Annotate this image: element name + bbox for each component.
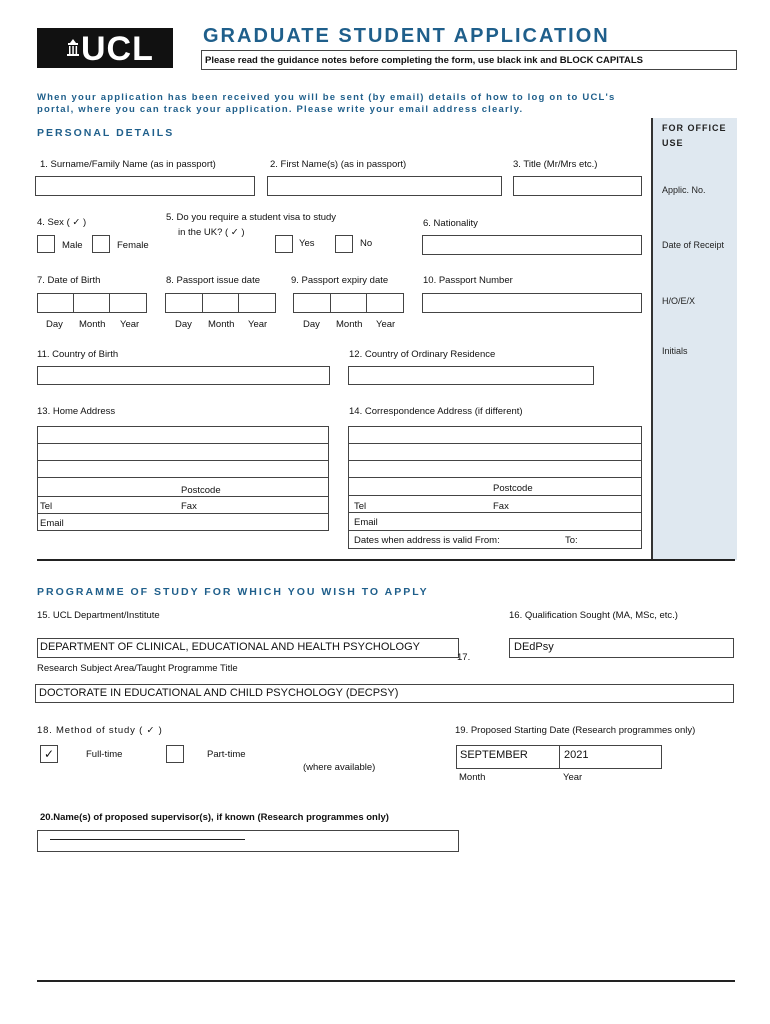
office-title-2: USE bbox=[662, 138, 684, 148]
passport-number-field[interactable] bbox=[422, 293, 642, 313]
section-divider bbox=[37, 559, 735, 561]
q3-label: 3. Title (Mr/Mrs etc.) bbox=[513, 159, 598, 170]
issue-day-field[interactable] bbox=[165, 293, 203, 313]
start-month-label: Month bbox=[459, 772, 486, 783]
office-hoex: H/O/E/X bbox=[662, 296, 696, 306]
issue-year-field[interactable] bbox=[238, 293, 276, 313]
q4-label: 4. Sex ( ✓ ) bbox=[37, 217, 87, 228]
dob-day-field[interactable] bbox=[37, 293, 74, 313]
surname-field[interactable] bbox=[35, 176, 255, 196]
q9-label: 9. Passport expiry date bbox=[291, 275, 389, 286]
home-tel-label: Tel bbox=[40, 501, 53, 512]
guidance-text: Please read the guidance notes before completing the form, use black ink and BLOCK CAPITALS bbox=[205, 55, 643, 66]
where-available-label: (where available) bbox=[303, 762, 376, 773]
dob-month-label: Month bbox=[79, 319, 106, 330]
dob-year-label: Year bbox=[120, 319, 140, 330]
expiry-day-field[interactable] bbox=[293, 293, 331, 313]
parttime-checkbox[interactable] bbox=[166, 745, 184, 763]
corr-postcode-label: Postcode bbox=[493, 483, 533, 494]
ucl-logo bbox=[37, 28, 173, 68]
notice-line-2: portal, where you can track your application. Please write your email address clearly. bbox=[37, 104, 524, 115]
expiry-day-label: Day bbox=[303, 319, 320, 330]
dob-month-field[interactable] bbox=[73, 293, 110, 313]
q2-label: 2. First Name(s) (as in passport) bbox=[270, 159, 407, 170]
q6-label: 6. Nationality bbox=[423, 218, 478, 229]
corr-address-line-3[interactable] bbox=[348, 460, 642, 478]
expiry-month-label: Month bbox=[336, 319, 363, 330]
office-initials: Initials bbox=[662, 346, 688, 356]
home-address-line-3[interactable] bbox=[37, 460, 329, 478]
supervisor-field[interactable] bbox=[37, 830, 459, 852]
corr-tel-label: Tel bbox=[354, 501, 367, 512]
q14-label: 14. Correspondence Address (if different) bbox=[349, 406, 523, 417]
office-applic-no: Applic. No. bbox=[662, 185, 706, 195]
office-title-1: FOR OFFICE bbox=[662, 123, 727, 133]
q13-label: 13. Home Address bbox=[37, 406, 116, 417]
visa-yes-checkbox[interactable] bbox=[275, 235, 293, 253]
home-address-line-2[interactable] bbox=[37, 443, 329, 461]
q8-label: 8. Passport issue date bbox=[166, 275, 260, 286]
start-year-value: 2021 bbox=[564, 749, 589, 761]
q5-label-line1: 5. Do you require a student visa to study bbox=[166, 212, 337, 223]
research-area-label: Research Subject Area/Taught Programme Title bbox=[37, 663, 238, 674]
issue-month-label: Month bbox=[208, 319, 235, 330]
q11-label: 11. Country of Birth bbox=[37, 349, 119, 360]
start-year-label: Year bbox=[563, 772, 583, 783]
visa-no-checkbox[interactable] bbox=[335, 235, 353, 253]
home-email-label: Email bbox=[40, 518, 64, 529]
q17-label: 17. bbox=[457, 652, 471, 663]
qualification-value: DEdPsy bbox=[514, 641, 554, 653]
q16-label: 16. Qualification Sought (MA, MSc, etc.) bbox=[509, 610, 678, 621]
corr-address-line-2[interactable] bbox=[348, 443, 642, 461]
corr-email-label: Email bbox=[354, 517, 378, 528]
no-label: No bbox=[360, 238, 373, 249]
parttime-label: Part-time bbox=[207, 749, 246, 760]
issue-day-label: Day bbox=[175, 319, 192, 330]
title-field[interactable] bbox=[513, 176, 642, 196]
office-use-panel bbox=[651, 118, 737, 560]
dob-day-label: Day bbox=[46, 319, 63, 330]
sex-male-checkbox[interactable] bbox=[37, 235, 55, 253]
first-name-field[interactable] bbox=[267, 176, 502, 196]
personal-details-heading: PERSONAL DETAILS bbox=[37, 127, 175, 139]
form-title: GRADUATE STUDENT APPLICATION bbox=[203, 25, 610, 47]
dob-year-field[interactable] bbox=[109, 293, 147, 313]
q12-label: 12. Country of Ordinary Residence bbox=[349, 349, 496, 360]
logo-text: UCL bbox=[81, 30, 154, 68]
corr-fax-label: Fax bbox=[493, 501, 509, 512]
yes-label: Yes bbox=[299, 238, 315, 249]
dates-valid-label: Dates when address is valid From: bbox=[354, 535, 500, 546]
country-of-birth-field[interactable] bbox=[37, 366, 330, 385]
bottom-rule bbox=[37, 980, 735, 982]
office-date-receipt: Date of Receipt bbox=[662, 240, 725, 250]
programme-title-value: DOCTORATE IN EDUCATIONAL AND CHILD PSYCHOLOGY (DECPSY) bbox=[39, 687, 399, 699]
issue-year-label: Year bbox=[248, 319, 268, 330]
fulltime-label: Full-time bbox=[86, 749, 123, 760]
supervisor-underline bbox=[50, 839, 245, 840]
portico-icon bbox=[66, 39, 80, 57]
q7-label: 7. Date of Birth bbox=[37, 275, 101, 286]
q15-label: 15. UCL Department/Institute bbox=[37, 610, 160, 621]
corr-email-field[interactable] bbox=[348, 512, 642, 531]
programme-heading: PROGRAMME OF STUDY FOR WHICH YOU WISH TO APPLY bbox=[37, 586, 429, 598]
start-month-value: SEPTEMBER bbox=[460, 749, 528, 761]
department-value: DEPARTMENT OF CLINICAL, EDUCATIONAL AND HEALTH PSYCHOLOGY bbox=[40, 641, 420, 653]
female-label: Female bbox=[117, 240, 149, 251]
expiry-month-field[interactable] bbox=[330, 293, 367, 313]
q1-label: 1. Surname/Family Name (as in passport) bbox=[40, 159, 216, 170]
home-email-field[interactable] bbox=[37, 513, 329, 531]
q20-label: 20.Name(s) of proposed supervisor(s), if known (Research programmes only) bbox=[40, 812, 389, 823]
q5-label-line2: in the UK? ( ✓ ) bbox=[178, 227, 245, 238]
q19-label: 19. Proposed Starting Date (Research programmes only) bbox=[455, 725, 696, 736]
male-label: Male bbox=[62, 240, 83, 251]
country-of-residence-field[interactable] bbox=[348, 366, 594, 385]
q18-label: 18. Method of study ( ✓ ) bbox=[37, 725, 163, 736]
fulltime-checkbox[interactable]: ✓ bbox=[40, 745, 58, 763]
expiry-year-field[interactable] bbox=[366, 293, 404, 313]
home-postcode-label: Postcode bbox=[181, 485, 221, 496]
q10-label: 10. Passport Number bbox=[423, 275, 513, 286]
issue-month-field[interactable] bbox=[202, 293, 239, 313]
sex-female-checkbox[interactable] bbox=[92, 235, 110, 253]
home-fax-label: Fax bbox=[181, 501, 197, 512]
notice-line-1: When your application has been received you will be sent (by email) details of how to log on to UCL's bbox=[37, 92, 616, 103]
corr-address-line-1[interactable] bbox=[348, 426, 642, 444]
expiry-year-label: Year bbox=[376, 319, 396, 330]
home-address-line-1[interactable] bbox=[37, 426, 329, 444]
dates-to-label: To: bbox=[565, 535, 578, 546]
nationality-field[interactable] bbox=[422, 235, 642, 255]
